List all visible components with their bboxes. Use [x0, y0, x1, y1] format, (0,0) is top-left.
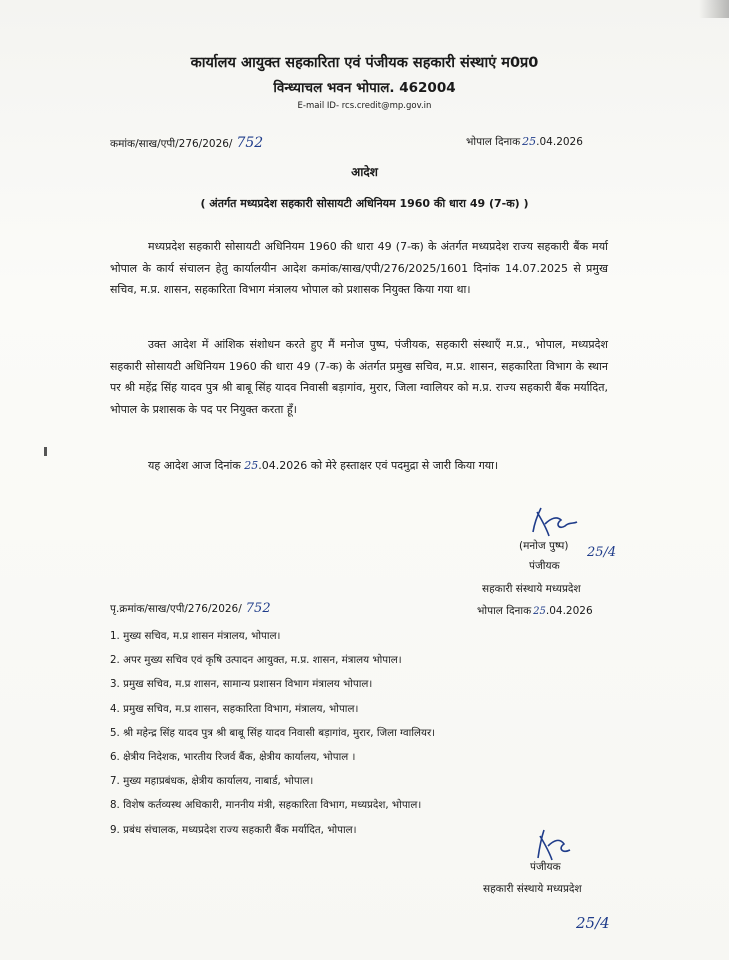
list-item: 1. मुख्य सचिव, म.प्र शासन मंत्रालय, भोपाल।: [110, 630, 281, 642]
office-address: विन्ध्याचल भवन भोपाल. 462004: [273, 80, 456, 96]
list-item: 8. विशेष कर्तव्यस्थ अधिकारी, माननीय मंत्री, सहकारिता विभाग, मध्यप्रदेश, भोपाल।: [110, 799, 422, 812]
order-reference: [110, 135, 263, 151]
order-subtitle: ( अंतर्गत मध्यप्रदेश सहकारी सोसायटी अधिनियम 1960 की धारा 49 (7-क) ): [200, 197, 529, 210]
order-paragraph-2: उक्त आदेश में आंशिक संशोधन करते हुए मैं मनोज पुष्प, पंजीयक, सहकारी संस्थाएँ म.प्र., भोपाल, मध्यप्रदेश सहकारी सोसायटी अधिनियम 1960 की धारा 49 (7-क) के अंतर्गत प्रमुख सचिव, म.प्र. शासन, सहकारिता विभाग के स्थान पर श्री महेंद्र सिंह यादव पुत्र श्री बाबू सिंह यादव निवासी बड़ागांव, मुरार, जिला ग्वालियर को म.प्र. राज्य सहकारी बैंक मर्यादित, भोपाल के प्रशासक के पद पर नियुक्त करता हूँ।: [110, 338, 608, 416]
signatory-designation: पंजीयक: [529, 560, 560, 572]
list-item: 2. अपर मुख्य सचिव एवं कृषि उत्पादन आयुक्त, म.प्र. शासन, मंत्रालय भोपाल।: [110, 654, 402, 667]
signatory-office: सहकारी संस्थाये मध्यप्रदेश: [482, 583, 581, 595]
list-item: 3. प्रमुख सचिव, म.प्र शासन, सामान्य प्रशासन विभाग मंत्रालय भोपाल।: [110, 678, 373, 691]
order-paragraph-1: मध्यप्रदेश सहकारी सोसायटी अधिनियम 1960 की धारा 49 (7-क) के अंतर्गत मध्यप्रदेश राज्य सहकारी बैंक मर्या भोपाल के कार्य संचालन हेतु कार्यालयीन आदेश कमांक/साख/एपी/276/2025/1601 दिनांक 14.07.2025 से प्रमुख सचिव, म.प्र. शासन, सहकारिता विभाग मंत्रालय भोपाल को प्रशासक नियुक्त किया गया था।: [110, 240, 608, 296]
signatory-designation: पंजीयक: [530, 861, 561, 873]
order-paragraph-3: यह आदेश आज दिनांक 25.04.2026 को मेरे हस्ताक्षर एवं पदमुद्रा से जारी किया गया।: [148, 459, 499, 472]
list-item: 6. क्षेत्रीय निदेशक, भारतीय रिजर्व बैंक, क्षेत्रीय कार्यालय, भोपाल ।: [110, 751, 356, 764]
order-number-handwritten: 752: [236, 135, 264, 151]
signature-date-handwritten: 25/4: [576, 914, 610, 932]
signature-date-handwritten: 25/4: [587, 545, 617, 560]
endorsement-date-handwritten: 25: [533, 606, 546, 617]
list-item: 5. श्री महेन्द्र सिंह यादव पुत्र श्री बाबू सिंह यादव निवासी बड़ागांव, मुरार, जिला ग्वालियर।: [110, 726, 436, 739]
distribution-list: [110, 624, 630, 842]
endorsement-reference: पृ.क्रमांक/साख/एपी/276/2026/ 752: [110, 601, 271, 616]
order-date: भोपाल दिनाक 25.04.2026: [466, 135, 583, 148]
endorsement-number-handwritten: 752: [245, 601, 271, 616]
office-header: कार्यालय आयुक्त सहकारिता एवं पंजीयक सहकारी संस्थाएं म0प्र0: [190, 55, 539, 71]
order-date-handwritten: 25: [522, 135, 537, 148]
scan-mark: [44, 447, 47, 456]
signatory-name: (मनोज पुष्प): [519, 540, 569, 552]
order-number: कमांक/साख/एपी/276/2026/: [110, 138, 233, 150]
signature-scribble: [525, 502, 585, 544]
order-title: आदेश: [351, 165, 378, 179]
endorsement-date: भोपाल दिनाक 25.04.2026: [477, 605, 593, 617]
scan-edge-shadow: [699, 0, 729, 18]
office-email: E-mail ID- rcs.credit@mp.gov.in: [297, 101, 432, 111]
issue-day-handwritten: 25: [244, 459, 259, 472]
list-item: 9. प्रबंध संचालक, मध्यप्रदेश राज्य सहकारी बैंक मर्यादित, भोपाल।: [110, 823, 357, 836]
list-item: 4. प्रमुख सचिव, म.प्र शासन, सहकारिता विभाग, मंत्रालय, भोपाल।: [110, 702, 359, 715]
signatory-office: सहकारी संस्थाये मध्यप्रदेश: [483, 883, 582, 895]
list-item: 7. मुख्य महाप्रबंधक, क्षेत्रीय कार्यालय, नाबार्ड, भोपाल।: [110, 775, 314, 788]
